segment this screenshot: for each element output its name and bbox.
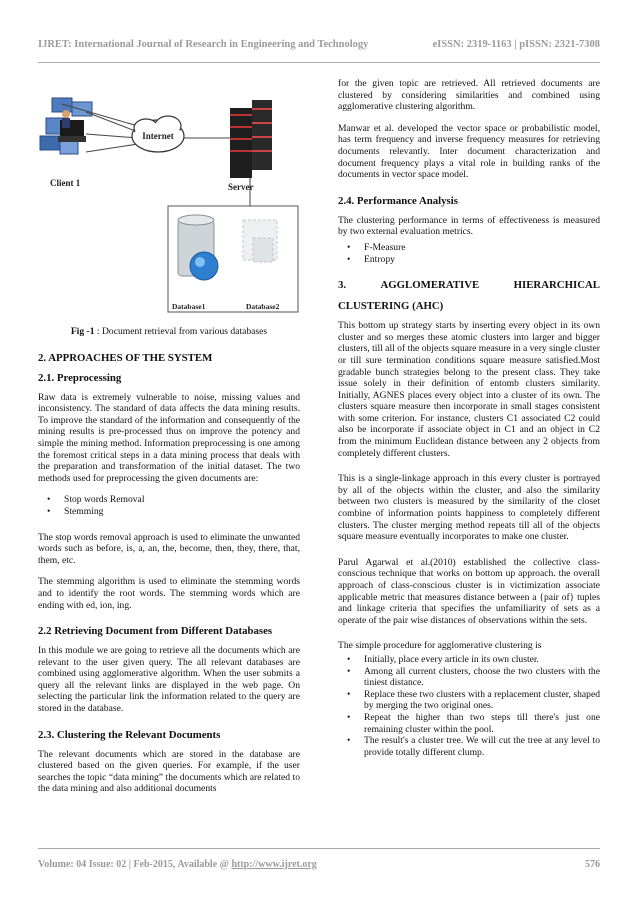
footer-text: Volume: 04 Issue: 02 | Feb-2015, Available @: [38, 859, 232, 870]
right-column: [338, 78, 600, 768]
list-item: • Stemming: [64, 506, 300, 518]
footer-rule: [38, 848, 600, 849]
list-item: • F-Measure: [364, 242, 600, 254]
internet-label: Internet: [142, 131, 174, 141]
section-2-3-title: 2.3. Clustering the Relevant Documents: [38, 728, 221, 741]
paragraph: Parul Agarwal et al.(2010) established the collective class-conscious technique that works on bottom up approach. the overall approach of class-conscious cluster is in victimization associate applicable metric that measures distance between a {pair of} tuples and linkage criteria that specifies the unfamiliarity of sets as a operate of the pair wise distances of observations within the sets.: [338, 556, 600, 626]
section-3-word: AGGLOMERATIVE: [380, 279, 480, 292]
client-computers-icon: [40, 98, 92, 154]
list-item: • Replace these two clusters with a replacement cluster, shaped by merging the two original ones.: [364, 689, 600, 712]
preprocessing-list: [38, 494, 300, 517]
paragraph: The stop words removal approach is used to eliminate the unwanted words such as before, is, a, an, the, become, then, they, there, that, them, etc.: [38, 531, 300, 566]
database2-label: Database2: [246, 302, 280, 311]
page-number: 576: [585, 859, 600, 870]
caption-label: Fig -1: [70, 326, 95, 337]
header-rule: [38, 62, 600, 63]
running-header: [38, 39, 600, 53]
paragraph: Raw data is extremely vulnerable to noise, missing values and inconsistency. The standard of data affects the data mining results. To improve the standard of the information and consequently of the mining results is pre-processed thus on improve the potency and simple the mining method. Information preprocessing is one among the foremost critical steps in a data mining process that deals with the preparation and transformation of the initial dataset. The two methods used for preprocessing the given documents are:: [38, 391, 300, 484]
section-3-title: [338, 279, 600, 292]
list-item: • The result's a cluster tree. We will cut the tree at any level to provide totally different clump.: [364, 735, 600, 758]
left-column: [38, 78, 300, 805]
section-2-4-title: 2.4. Performance Analysis: [338, 194, 458, 207]
section-3-word: HIERARCHICAL: [513, 279, 600, 292]
journal-title: IJRET: International Journal of Research in Engineering and Technology: [38, 39, 369, 50]
issn: eISSN: 2319-1163 | pISSN: 2321-7308: [432, 39, 600, 50]
database2-icon: [243, 220, 277, 262]
journal-link[interactable]: http://www.ijret.org: [231, 859, 317, 870]
server-icon: [230, 100, 272, 178]
list-item: • Stop words Removal: [64, 494, 300, 506]
list-item: • Entropy: [364, 254, 600, 266]
paragraph: for the given topic are retrieved. All retrieved documents are clustered by considering similarities and combined using agglomerative clustering algorithm.: [338, 78, 600, 113]
paragraph: The clustering performance in terms of effectiveness is measured by two external evaluation metrics.: [338, 214, 600, 238]
running-footer: [38, 859, 600, 870]
network-diagram: [38, 78, 300, 318]
procedure-list: [338, 654, 600, 758]
metrics-list: [338, 242, 600, 265]
list-item: • Among all current clusters, choose the two clusters with the tiniest distance.: [364, 666, 600, 689]
section-2-1-title: 2.1. Preprocessing: [38, 371, 122, 384]
figure-caption: [38, 326, 300, 338]
section-2-2-title: 2.2 Retrieving Document from Different Databases: [38, 625, 273, 638]
section-3-number: 3.: [338, 279, 347, 292]
client-label: Client 1: [50, 178, 81, 188]
paragraph: The relevant documents which are stored in the database are clustered based on the given queries. For example, if the user searches the topic “data mining” the documents which are related to the data mining and also additional documents: [38, 748, 300, 795]
paragraph: The simple procedure for agglomerative clustering is: [338, 640, 542, 652]
database1-label: Database1: [172, 302, 206, 311]
list-item: • Repeat the higher than two steps till there's just one remaining cluster within the pool.: [364, 712, 600, 735]
paragraph: Manwar et al. developed the vector space or probabilistic model, has term frequency and inverse frequency measures for retrieving documents relevantly. Inter document characterization and document frequency plays a vital role in building ranks of the documents in vector space model.: [338, 122, 600, 181]
paragraph: This is a single-linkage approach in this every cluster is portrayed by all of the objects within the cluster, and also the similarity between two clusters is measured by the similarity of the closet combine of information points happiness to completely different clusters. The cluster merging method repeats till all of the objects square measure eventually incorporates to make one cluster.: [338, 473, 600, 543]
section-3-title-line2: CLUSTERING (AHC): [338, 300, 444, 313]
database1-icon: [178, 215, 218, 280]
figure-1: [38, 78, 300, 318]
server-label: Server: [228, 182, 254, 192]
paragraph: The stemming algorithm is used to eliminate the stemming words and to identify the root words. The stemming words which are ending with ed, ion, ing.: [38, 576, 300, 611]
caption-text: : Document retrieval from various databases: [94, 326, 268, 337]
section-2-title: 2. APPROACHES OF THE SYSTEM: [38, 351, 213, 364]
list-item: • Initially, place every article in its own cluster.: [364, 654, 600, 666]
paragraph: In this module we are going to retrieve all the documents which are relevant to the user given query. The all relevant databases are combined using agglomerative algorithm. When the user submits a query all the relevant links are displayed in the web page. On selecting the particular link the information related to the query are stored in the database.: [38, 645, 300, 715]
paragraph: This bottom up strategy starts by inserting every object in its own cluster and so merges these atomic clusters into larger and bigger clusters, till all of the objects square measure in a very single cluster or till sure termination conditions square measure satisfied.Most gradable bunch strategies belong to the present class. They take issue solely in their definition of entomb clusters similarity. Initially, AGNES places every object into a cluster of its own. The clusters square measure then incorporate in small stages consistent with some criterion. For instance, clusters C1 associated C2 could also be incorporate if associate object in C1 and an object in C2 from the minimum Euclidean distance between any 2 objects from completely different clusters.: [338, 320, 600, 459]
